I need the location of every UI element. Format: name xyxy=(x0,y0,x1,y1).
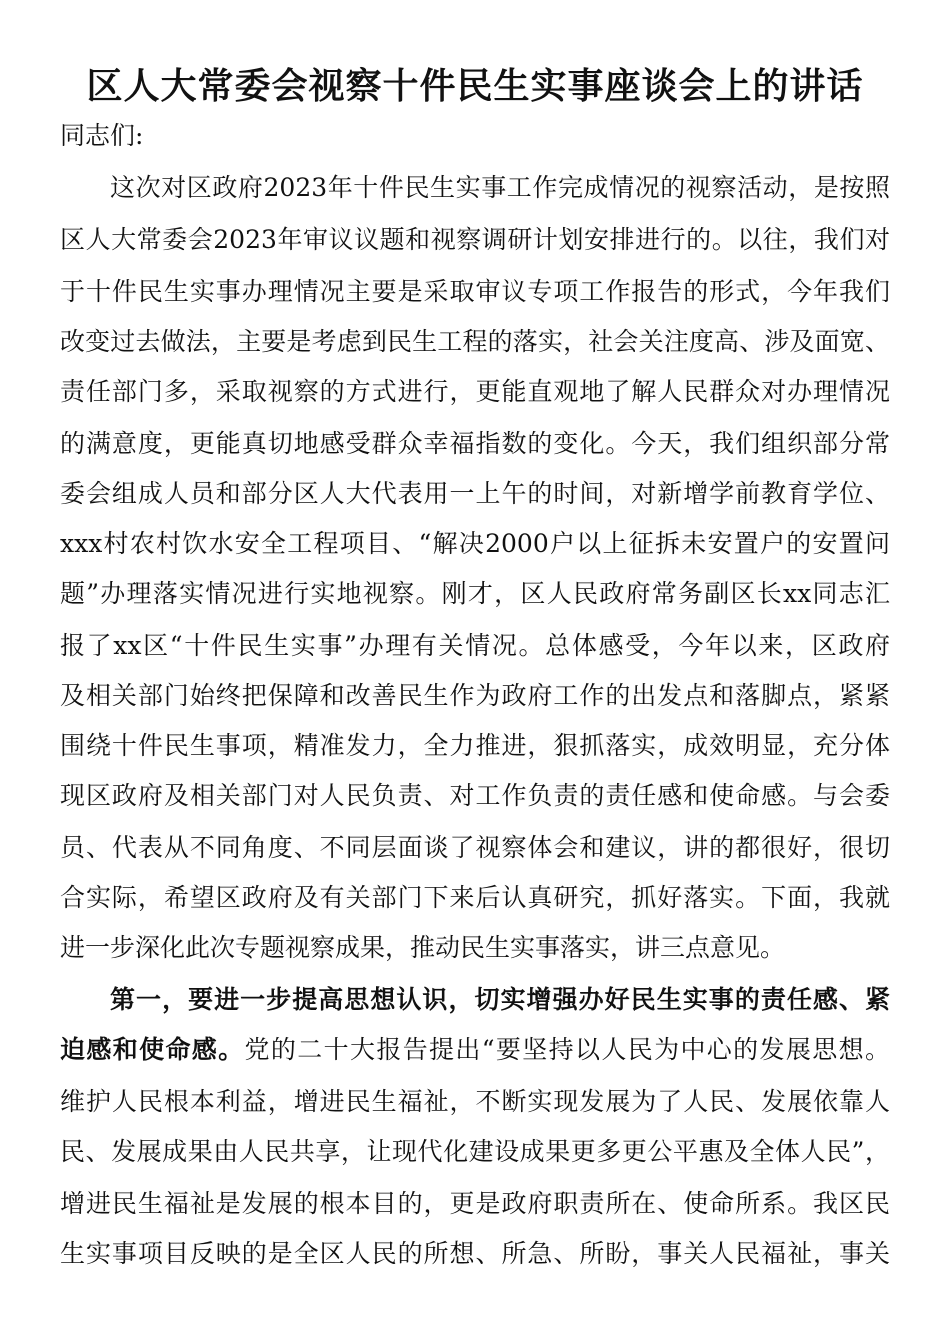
paragraph-2-line: 生实事项目反映的是全区人民的所想、所急、所盼，事关人民福祉，事关 xyxy=(60,1239,890,1268)
paragraph-1-line: xxx村农村饮水安全工程项目、“解决2000户以上征拆未安置户的安置问 xyxy=(60,529,890,558)
paragraph-2-text: 党的二十大报告提出“要坚持以人民为中心的发展思想。 xyxy=(244,1035,890,1064)
paragraph-1-line: 报了xx区“十件民生实事”办理有关情况。总体感受，今年以来，区政府 xyxy=(60,631,890,660)
paragraph-2-line xyxy=(60,1032,890,1068)
paragraph-2-heading: 第一，要进一步提高思想认识，切实增强办好民生实事的责任感、紧 xyxy=(110,985,890,1014)
paragraph-2-line: 增进民生福祉是发展的根本目的，更是政府职责所在、使命所系。我区民 xyxy=(60,1189,890,1218)
paragraph-1-line: 区人大常委会2023年审议议题和视察调研计划安排进行的。以往，我们对 xyxy=(60,225,890,254)
paragraph-2-heading-end: 迫感和使命感。 xyxy=(60,1035,245,1064)
document-title: 区人大常委会视察十件民生实事座谈会上的讲话 xyxy=(86,65,864,107)
paragraph-2-line: 维护人民根本利益，增进民生福祉，不断实现发展为了人民、发展依靠人 xyxy=(60,1087,890,1116)
paragraph-1-line: 及相关部门始终把保障和改善民生作为政府工作的出发点和落脚点，紧紧 xyxy=(60,681,890,710)
paragraph-1-line: 员、代表从不同角度、不同层面谈了视察体会和建议，讲的都很好，很切 xyxy=(60,833,890,862)
paragraph-2-line xyxy=(110,982,890,1018)
salutation: 同志们: xyxy=(60,121,144,150)
paragraph-1-line: 于十件民生实事办理情况主要是采取审议专项工作报告的形式，今年我们 xyxy=(60,277,890,306)
paragraph-1-line: 题”办理落实情况进行实地视察。刚才，区人民政府常务副区长xx同志汇 xyxy=(60,579,890,608)
paragraph-1-line: 围绕十件民生事项，精准发力，全力推进，狠抓落实，成效明显，充分体 xyxy=(60,731,890,760)
paragraph-1-line: 现区政府及相关部门对人民负责、对工作负责的责任感和使命感。与会委 xyxy=(60,781,890,810)
paragraph-1-line: 进一步深化此次专题视察成果，推动民生实事落实，讲三点意见。 xyxy=(60,933,786,962)
paragraph-1-line: 改变过去做法，主要是考虑到民生工程的落实，社会关注度高、涉及面宽、 xyxy=(60,327,890,356)
paragraph-1-line: 合实际，希望区政府及有关部门下来后认真研究，抓好落实。下面，我就 xyxy=(60,883,890,912)
paragraph-1-line: 委会组成人员和部分区人大代表用一上午的时间，对新增学前教育学位、 xyxy=(60,479,890,508)
paragraph-1-line: 这次对区政府2023年十件民生实事工作完成情况的视察活动，是按照 xyxy=(110,173,890,202)
paragraph-2-line: 民、发展成果由人民共享，让现代化建设成果更多更公平惠及全体人民”， xyxy=(60,1137,890,1166)
paragraph-1-line: 责任部门多，采取视察的方式进行，更能直观地了解人民群众对办理情况 xyxy=(60,377,890,406)
paragraph-1-line: 的满意度，更能真切地感受群众幸福指数的变化。今天，我们组织部分常 xyxy=(60,429,890,458)
